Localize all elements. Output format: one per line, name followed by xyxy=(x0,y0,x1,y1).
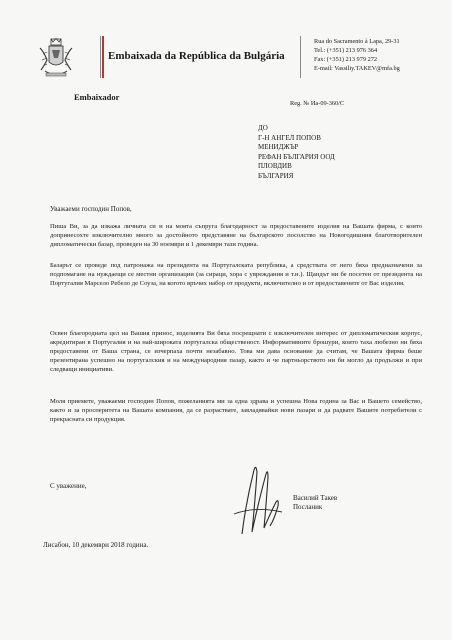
fax-line: Fax: (+351) 213 979 272 xyxy=(314,56,378,63)
letterhead-divider-red xyxy=(102,36,104,78)
body-paragraph: Моля приемете, уважаеми господин Попов, пожеланията ми за една здрава и успешна Нова година за Вас и Вашето семейство, както и за просперитета на Вашата компания, да се разраствате, завладявайки нови пазари и да радвате Вашите потребители с прекрасната си продукция. xyxy=(50,398,422,423)
recipient-line: РЕФАН БЪЛГАРИЯ ООД xyxy=(258,152,335,161)
recipient-line: ДО xyxy=(258,124,268,132)
body-paragraph: Базарът се проведе под патронажа на президента на Португалската република, а средствата от него бяха предназначени за подпомагане на нуждаещи се местни организации (за сираци, хора с увреждания и т.н.). Щандът ни бе посетен от президента на Португалия Марсело Ребело де Соуза, на когото връчих набор от продукти, включително и от предоставените от Вас изделия. xyxy=(50,262,422,287)
signer-block xyxy=(293,494,337,512)
body-paragraph: Освен благородната цел на Вашия принос, изделията Ви бяха посрещнати с изключителен интерес от дипломатическия корпус, акредитиран в Португалия и на най-широката португалска общественост. Информативните брошури, които таха любезно ни бяха предоставени от Ваша страна, се изчерпаха почти незабавно. Това ми дава основание да считам, че Вашата фирма беше презентирана успешно на португалския и на международния пазар, както и че партньорството ни би могло да продължи и при следващи инициативи. xyxy=(50,330,422,373)
place-and-date: Лисабон, 10 декември 2018 година. xyxy=(43,541,149,549)
letterhead-divider-right xyxy=(300,36,301,78)
recipient-block xyxy=(258,124,335,182)
recipient-line: Г-Н АНГЕЛ ПОПОВ xyxy=(258,133,321,142)
sender-title: Embaixador xyxy=(74,92,120,102)
phone-line: Tel.: (+351) 213 976 364 xyxy=(314,47,378,54)
recipient-line: БЪЛГАРИЯ xyxy=(258,171,294,180)
signer-name: Василий Такев xyxy=(293,494,338,502)
bulgarian-coat-of-arms-icon xyxy=(36,38,76,80)
recipient-line: ПЛОВДИВ xyxy=(258,162,292,171)
embassy-name: Embaixada da República da Bulgária xyxy=(108,50,285,62)
body-paragraph: Пиша Ви, за да изкажа личната си и на моята съпруга благодарност за предоставените изделия на Вашата фирма, с които допринесохте изключително много за достойното представяне на българското посолство на Новогодишния благотворителен дипломатически базар, проведен на 30 ноември и 1 декември тази година. xyxy=(50,223,422,248)
signer-title: Посланик xyxy=(293,503,323,511)
letterhead-divider xyxy=(100,36,101,78)
recipient-line: МЕНИДЖЪР xyxy=(258,143,299,152)
reference-number: Reg. № Иа-09-360/С xyxy=(290,100,345,107)
salutation: Уважаеми господин Попов, xyxy=(50,205,132,213)
embassy-contact-block xyxy=(314,37,400,73)
handwritten-signature xyxy=(226,462,286,540)
closing-phrase: С уважение, xyxy=(50,482,87,490)
address-line: Rua do Sacramento à Lapa, 29-31 xyxy=(314,38,400,45)
email-line: E-mail: Vassiliy.TAKEV@mfa.bg xyxy=(314,65,400,72)
